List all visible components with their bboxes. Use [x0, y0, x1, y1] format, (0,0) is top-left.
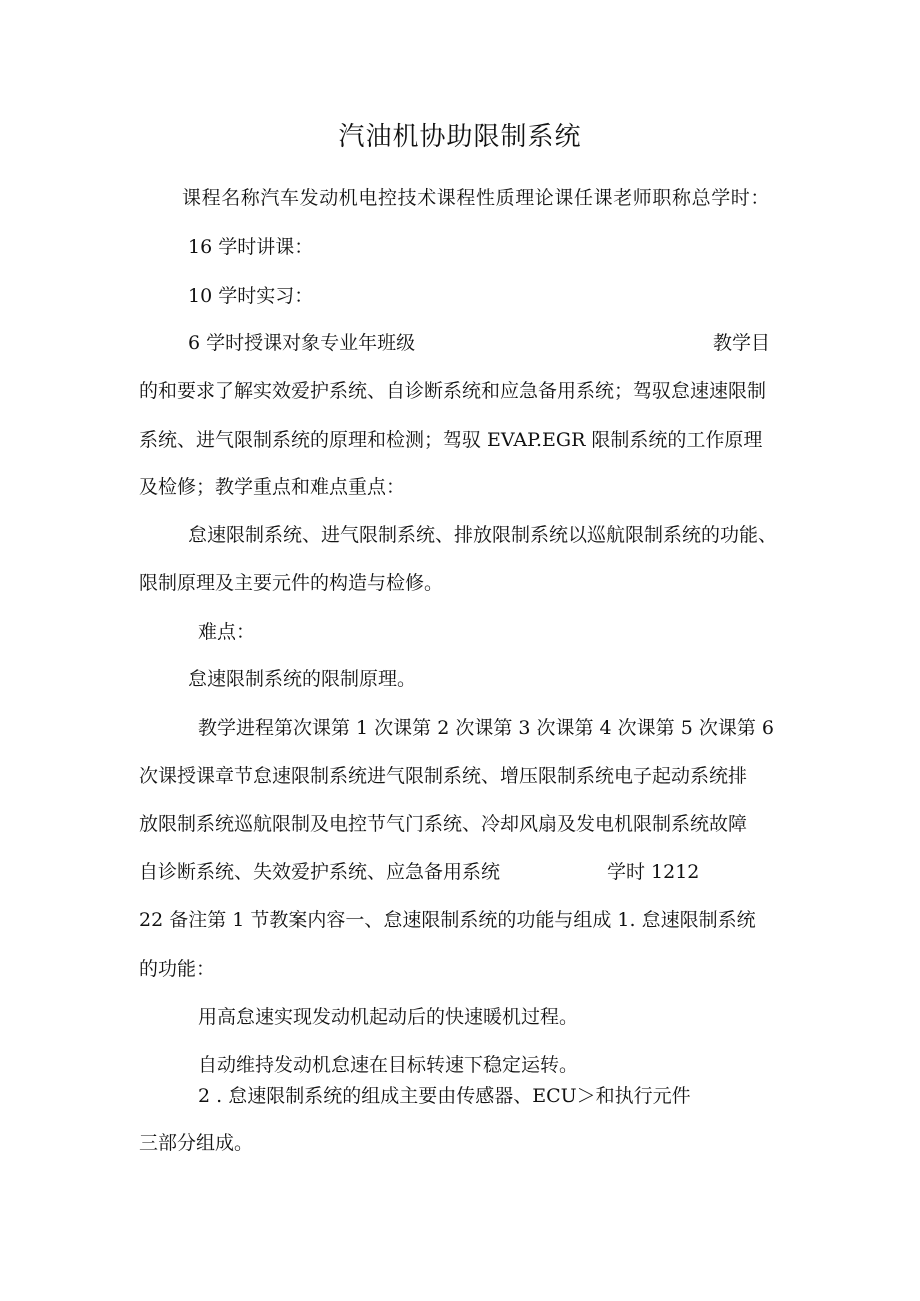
text-line-audience: 6 学时授课对象专业年班级	[188, 332, 416, 354]
text-line-function-2: 自动维持发动机怠速在目标转速下稳定运转。	[198, 1054, 579, 1076]
text-line-course-info: 课程名称汽车发动机电控技术课程性质理论课任课老师职称总学时：	[182, 187, 771, 209]
text-line-key-points-2: 限制原理及主要元件的构造与检修。	[139, 572, 444, 594]
text-line-schedule-1: 教学进程第次课第 1 次课第 2 次课第 3 次课第 4 次课第 5 次课第 6	[198, 717, 774, 739]
document-title: 汽油机协助限制系统	[338, 122, 582, 152]
text-line-function-1: 用高怠速实现发动机起动后的快速暖机过程。	[198, 1006, 579, 1028]
text-line-lesson-content: 22 备注第 1 节教案内容一、怠速限制系统的功能与组成 1. 怠速限制系统	[139, 909, 756, 931]
text-line-schedule-3: 放限制系统巡航限制及电控节气门系统、冷却风扇及发电机限制系统故障	[139, 813, 748, 835]
text-line-key-points-heading: 及检修；教学重点和难点重点：	[139, 476, 406, 498]
text-line-composition-2: 三部分组成。	[139, 1132, 254, 1154]
text-line-schedule-4: 自诊断系统、失效爱护系统、应急备用系统	[139, 861, 501, 883]
text-line-goal-1: 的和要求了解实效爱护系统、自诊断系统和应急备用系统；驾驭怠速速限制	[139, 380, 767, 402]
text-line-difficulty-1: 怠速限制系统的限制原理。	[188, 668, 417, 690]
text-line-teaching-goal-label: 教学目	[713, 332, 771, 354]
text-line-key-points-1: 怠速限制系统、进气限制系统、排放限制系统以巡航限制系统的功能、	[188, 524, 778, 546]
text-line-schedule-2: 次课授课章节怠速限制系统进气限制系统、增压限制系统电子起动系统排	[139, 765, 748, 787]
text-line-lecture-hours: 16 学时讲课：	[188, 236, 314, 258]
text-line-goal-2: 系统、进气限制系统的原理和检测；驾驭 EVAP.EGR 限制系统的工作原理	[139, 429, 763, 451]
text-line-function-heading: 的功能：	[139, 958, 216, 980]
text-line-difficulty-heading: 难点：	[198, 621, 256, 643]
text-line-composition-1: 2 . 怠速限制系统的组成主要由传感器、ECU＞和执行元件	[198, 1085, 691, 1107]
text-line-practice-hours: 10 学时实习：	[188, 285, 314, 307]
text-line-hours-values: 学时 1212	[607, 861, 700, 883]
